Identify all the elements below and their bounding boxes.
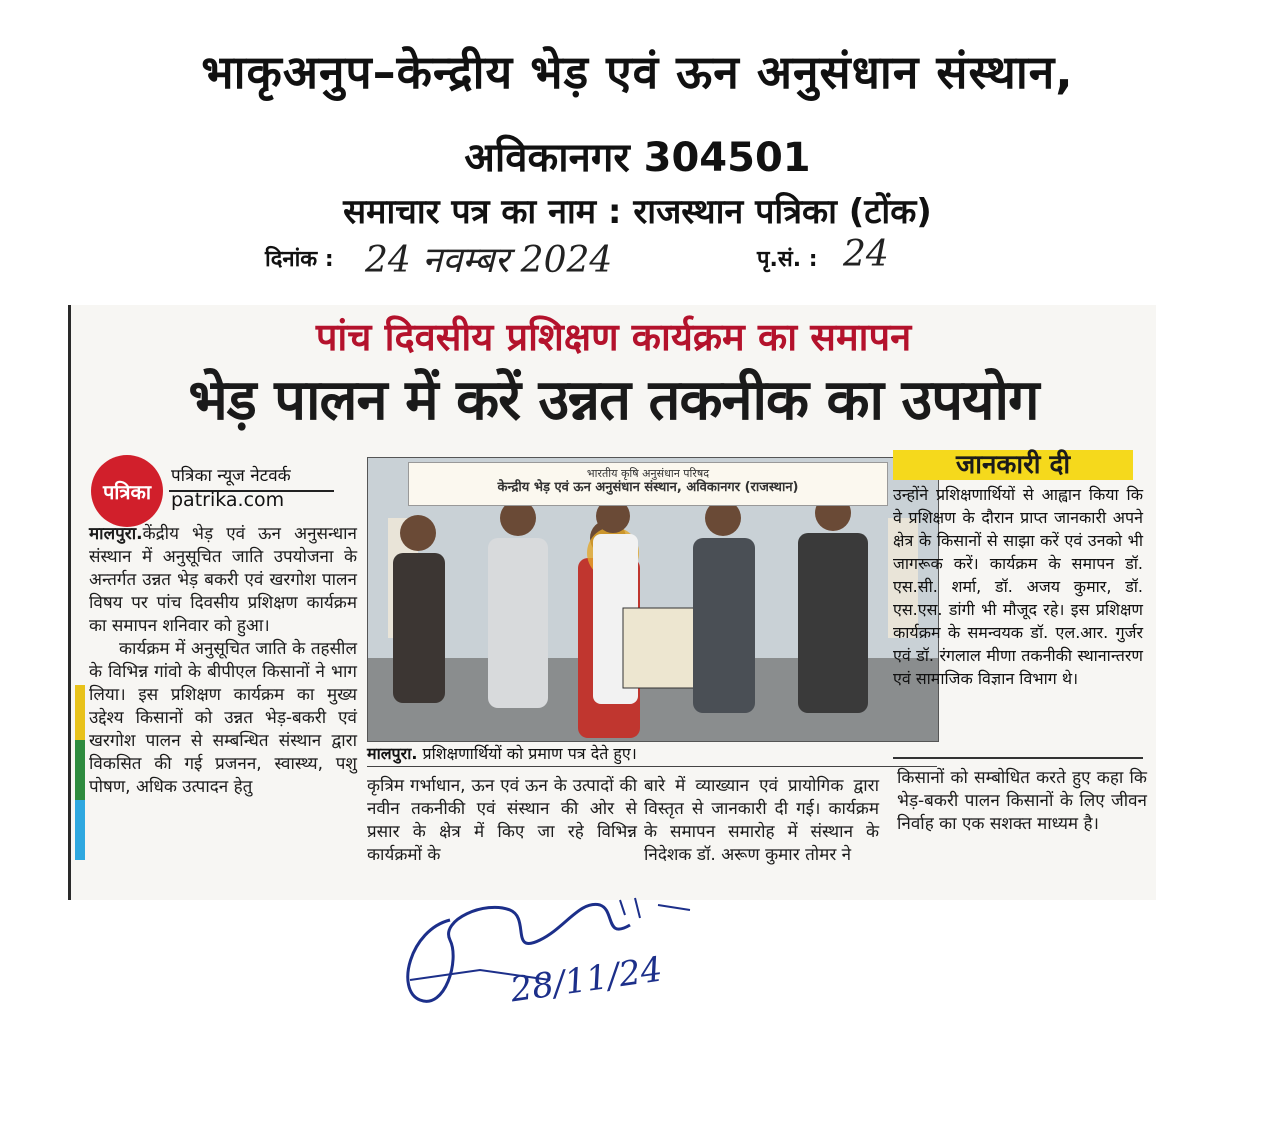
caption-place: मालपुरा.: [367, 744, 418, 763]
side-divider: [893, 757, 1143, 759]
article-headline: भेड़ पालन में करें उन्नत तकनीक का उपयोग: [188, 368, 1039, 433]
newspaper-name: समाचार पत्र का नाम : राजस्थान पत्रिका (टोंक): [343, 192, 932, 232]
date-label: दिनांक :: [265, 247, 334, 272]
caption-text: प्रशिक्षणार्थियों को प्रमाण पत्र देते हुए।: [422, 744, 637, 763]
margin-bar-blue: [75, 800, 85, 860]
signature-icon: [390, 880, 720, 1030]
website: patrika.com: [171, 489, 285, 511]
banner-line1: भारतीय कृषि अनुसंधान परिषद: [586, 467, 710, 480]
col1-dateline: मालपुरा.: [89, 524, 143, 544]
patrika-logo: [91, 455, 163, 527]
article-column-2: कृत्रिम गर्भाधान, ऊन एवं ऊन के उत्पादों की नवीन तकनीकी एवं संस्थान की ओर से प्रसार के क्षेत्र में किए जा रहे विभिन्न कार्यक्रमों के: [367, 776, 637, 865]
dateline: [265, 234, 965, 298]
news-network: पत्रिका न्यूज नेटवर्क: [171, 466, 291, 486]
logo-text: पत्रिका: [102, 479, 152, 504]
article-kicker: पांच दिवसीय प्रशिक्षण कार्यक्रम का समापन: [315, 315, 912, 359]
margin-bar-green: [75, 740, 85, 800]
event-photo: [367, 457, 939, 742]
page-handwritten: 24: [843, 234, 889, 275]
article-column-1: [89, 523, 357, 799]
institute-title: भाकृअनुप–केन्द्रीय भेड़ एवं ऊन अनुसंधान संस्थान,: [201, 45, 1074, 99]
institute-location: अविकानगर 304501: [464, 135, 811, 181]
photo-caption: [367, 742, 937, 767]
side-text: उन्होंने प्रशिक्षणार्थियों से आह्वान किया कि वे प्रशिक्षण के दौरान प्राप्त जानकारी अपने क्षेत्र के किसानों से साझा करें एवं उनको भी जागरूक करें। कार्यक्रम के समापन डॉ. एस.सी. शर्मा, डॉ. अजय कुमार, डॉ. एस.एस. डांगी भी मौजूद रहे। इस प्रशिक्षण कार्यक्रम के समन्वयक डॉ. एल.आर. गुर्जर एवं डॉ. रंगलाल मीणा तकनीकी स्थानान्तरण एवं सामाजिक विज्ञान विभाग थे।: [893, 485, 1143, 688]
page-label: पृ.सं. :: [757, 247, 818, 272]
handwritten-signature: [390, 880, 720, 1030]
date-handwritten: 24 नवम्बर 2024: [365, 240, 613, 281]
col1-para1: केंद्रीय भेड़ एवं ऊन अनुसन्धान संस्थान में अनुसूचित जाति उपयोजना के अन्तर्गत उन्नत भेड़ बकरी एवं खरगोश पालन विषय पर पांच दिवसीय प्रशिक्षण कार्यक्रम का समापन शनिवार को हुआ।: [89, 524, 357, 636]
newspaper-clipping: [68, 305, 1156, 900]
banner-line2: केन्द्रीय भेड़ एवं ऊन अनुसंधान संस्थान, अविकानगर (राजस्थान): [497, 480, 799, 495]
article-column-4: किसानों को सम्बोधित करते हुए कहा कि भेड़-बकरी पालन किसानों के लिए जीवन निर्वाह का एक सशक्त माध्यम है।: [897, 768, 1147, 834]
signature-date: 28/11/24: [507, 949, 665, 1011]
col1-para2: कार्यक्रम में अनुसूचित जाति के तहसील के विभिन्न गांवो के बीपीएल किसानों ने भाग लिया। इस प्रशिक्षण कार्यक्रम का मुख्य उद्देश्य किसानों को उन्नत भेड़-बकरी एवं खरगोश पालन से सम्बन्धित संस्थान द्वारा विकसित की गई प्रजनन, स्वास्थ्य, पशु पोषण, अधिक उत्पादन हेतु: [89, 639, 357, 797]
margin-bar-yellow: [75, 685, 85, 740]
article-column-3: बारे में व्याख्यान एवं प्रायोगिक द्वारा विस्तृत से जानकारी दी गई। कार्यक्रम के समापन समारोह में संस्थान के निदेशक डॉ. अरूण कुमार तोमर ने: [644, 776, 879, 865]
side-heading: जानकारी दी: [893, 450, 1133, 480]
photo-banner: [408, 462, 888, 506]
